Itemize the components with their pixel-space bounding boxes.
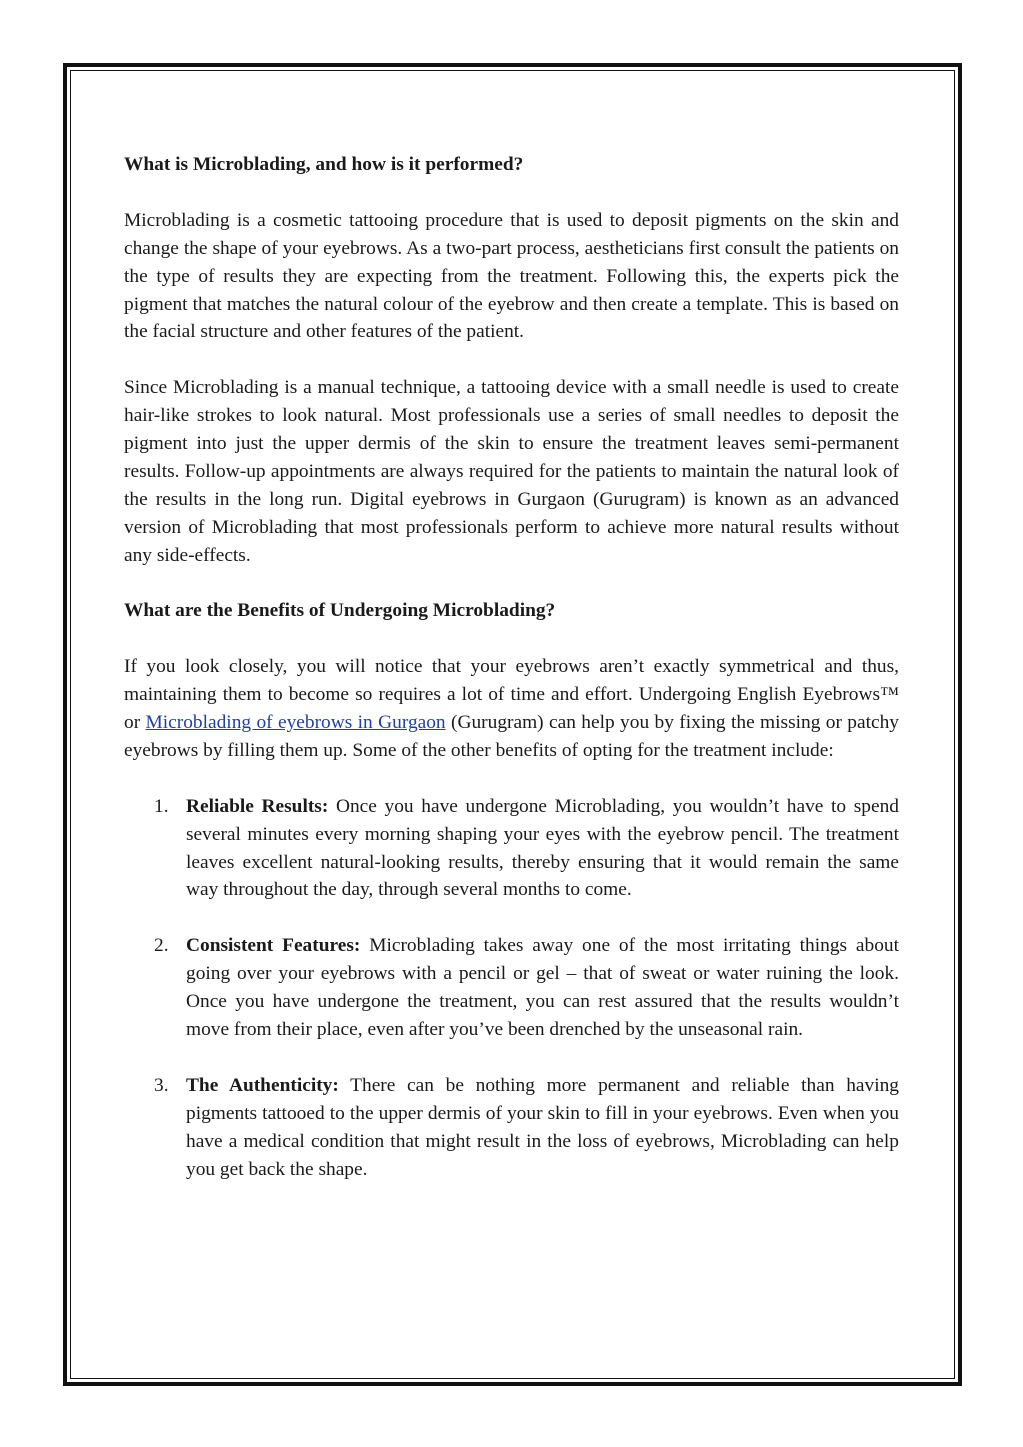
microblading-gurgaon-link[interactable]: Microblading of eyebrows in Gurgaon bbox=[145, 712, 446, 734]
paragraph-text-before-link: If you look closely, you will notice that your eyebrows aren’t exactly symmetrical and thus, maintaining them to become so requires a lot of time and effort. Undergoing English Eyebrows™ or bbox=[124, 656, 899, 734]
list-item bbox=[124, 1072, 899, 1184]
list-item bbox=[124, 793, 899, 905]
paragraph-intro: Microblading is a cosmetic tattooing procedure that is used to deposit pigments on the skin and change the shape of your eyebrows. As a two-part process, aestheticians first consult the patients on the type of results they are expecting from the treatment. Following this, the experts pick the pigment that matches the natural colour of the eyebrow and then create a template. This is based on the facial structure and other features of the patient. bbox=[124, 209, 899, 343]
paragraph-text-after-link: (Gurugram) can help you by fixing the missing or patchy eyebrows by filling them up. Some of the other benefits of opting for the treatment include: bbox=[124, 712, 899, 761]
paragraph-benefits-intro bbox=[124, 653, 899, 765]
list-item-text: Once you have undergone Microblading, you wouldn’t have to spend several minutes every morning shaping your eyes with the eyebrow pencil. The treatment leaves excellent natural-looking results, thereby ensuring that it would remain the same way throughout the day, through several months to come. bbox=[186, 795, 899, 901]
paragraph-technique: Since Microblading is a manual technique, a tattooing device with a small needle is used to create hair-like strokes to look natural. Most professionals use a series of small needles to deposit the pigment into just the upper dermis of the skin to ensure the treatment leaves semi-permanent results. Follow-up appointments are always required for the patients to maintain the natural look of the results in the long run. Digital eyebrows in Gurgaon (Gurugram) is known as an advanced version of Microblading that most professionals perform to achieve more natural results without any side-effects. bbox=[124, 377, 899, 566]
list-item bbox=[124, 932, 899, 1044]
list-item-number: 2. bbox=[154, 935, 169, 957]
document-body bbox=[124, 151, 899, 1211]
list-item-text: There can be nothing more permanent and reliable than having pigments tattooed to the upper dermis of your skin to fill in your eyebrows. Even when you have a medical condition that might result in the loss of eyebrows, Microblading can help you get back the shape. bbox=[186, 1074, 899, 1180]
list-item-number: 3. bbox=[154, 1074, 169, 1096]
section-heading-benefits: What are the Benefits of Undergoing Microblading? bbox=[124, 600, 556, 622]
section-heading-microblading: What is Microblading, and how is it performed? bbox=[124, 154, 524, 175]
list-item-title: Reliable Results: bbox=[186, 795, 329, 817]
benefits-list bbox=[124, 793, 899, 1184]
list-item-title: The Authenticity: bbox=[186, 1074, 339, 1096]
list-item-title: Consistent Features: bbox=[186, 935, 361, 957]
list-item-number: 1. bbox=[154, 795, 169, 817]
list-item-text: Microblading takes away one of the most irritating things about going over your eyebrows with a pencil or gel – that of sweat or water ruining the look. Once you have undergone the treatment, you can rest assured that the results wouldn’t move from their place, even after you’ve been drenched by the unseasonal rain. bbox=[186, 935, 899, 1040]
